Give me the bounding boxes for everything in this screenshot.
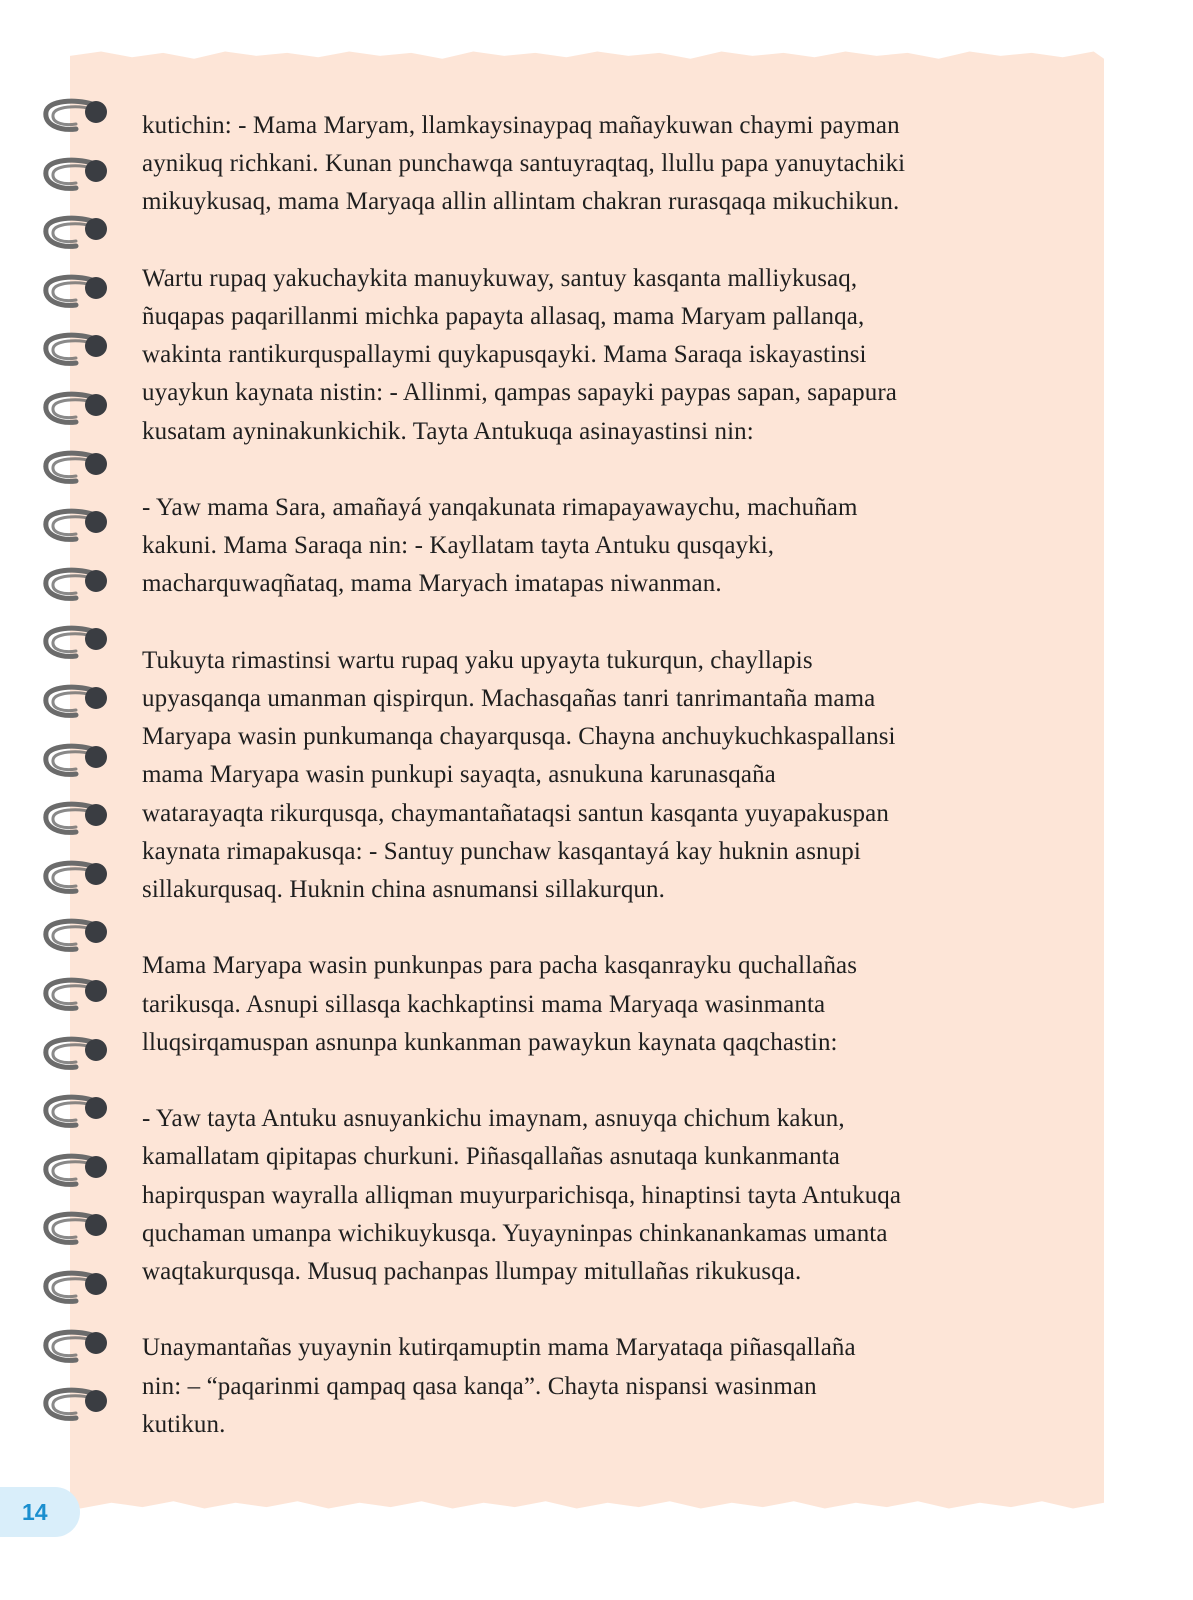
spiral-ring <box>36 857 116 903</box>
spiral-ring <box>36 564 116 610</box>
spiral-ring <box>36 740 116 786</box>
spiral-ring <box>36 154 116 200</box>
paragraph-5: Mama Maryapa wasin punkunpas para pacha kasqanrayku quchallañas tarikusqa. Asnupi sillasqa kachkaptinsi mama Maryaqa wasinmanta lluqsirqamuspan asnunpa kunkanman pawaykun kaynata qaqchastin: <box>142 952 858 1056</box>
spiral-ring <box>36 1326 116 1372</box>
spiral-ring <box>36 447 116 493</box>
paragraph-7: Unaymantañas yuyaynin kutirqamuptin mama Maryataqa piñasqallaña nin: – “paqarinmi qampaq qasa kanqa”. Chayta nispansi wasinman kutikun. <box>142 1334 856 1438</box>
spiral-ring <box>36 1208 116 1254</box>
spiral-ring <box>36 1267 116 1313</box>
paragraph-1: kutichin: - Mama Maryam, llamkaysinaypaq mañaykuwan chaymi payman aynikuq richkani. Kunan punchawqa santuyraqtaq, llullu papa yanuytachiki mikuykusaq, mama Maryaqa allin allintam chakran rurasqaqa mikuchikun. <box>142 112 906 216</box>
spiral-binding <box>36 95 116 1455</box>
spiral-ring <box>36 212 116 258</box>
paragraph-2: Wartu rupaq yakuchaykita manuykuway, santuy kasqanta malliykusaq, ñuqapas paqarillanmi michka papayta allasaq, mama Maryam pallanqa, wakinta rantikurquspallaymi quykapusqayki. Mama Saraqa iskayastinsi uyaykun kaynata nistin: - Allinmi, qampas sapayki paypas sapan, sapapura kusatam ayninakunkichik. Tayta Antukuqa asinayastinsi nin: <box>142 264 897 445</box>
paragraph-6: - Yaw tayta Antuku asnuyankichu imaynam, asnuyqa chichum kakun, kamallatam qipitapas churkuni. Piñasqallañas asnutaqa kunkanmanta hapirquspan wayralla alliqman muyurparichisqa, hinaptinsi tayta Antukuqa quchaman umanpa wichikuykusqa. Yuyayninpas chinkanankamas umanta waqtakurqusqa. Musuq pachanpas llumpay mitullañas rikukusqa. <box>142 1105 902 1286</box>
paragraph-4: Tukuyta rimastinsi wartu rupaq yaku upyayta tukurqun, chayllapis upyasqanqa umanman qispirqun. Machasqañas tanri tanrimantaña mama Maryapa wasin punkumanqa chayarqusqa. Chayna anchuykuchkaspallansi mama Maryapa wasin punkupi sayaqta, asnukuna karunasqaña watarayaqta rikurqusqa, chaymantañataqsi santun kasqanta yuyapakuspan kaynata rimapakusqa: - Santuy punchaw kasqantayá kay huknin asnupi sillakurqusaq. Huknin china asnumansi sillakurqun. <box>142 646 896 904</box>
page-number: 14 <box>22 1499 48 1525</box>
spiral-ring <box>36 505 116 551</box>
spiral-ring <box>36 95 116 141</box>
spiral-ring <box>36 329 116 375</box>
page-number-tab <box>0 1487 80 1537</box>
spiral-ring <box>36 1150 116 1196</box>
spiral-ring <box>36 681 116 727</box>
spiral-ring <box>36 271 116 317</box>
spiral-ring <box>36 1091 116 1137</box>
spiral-ring <box>36 388 116 434</box>
spiral-ring <box>36 915 116 961</box>
spiral-ring <box>36 974 116 1020</box>
story-text <box>142 107 1072 1482</box>
paragraph-3: - Yaw mama Sara, amañayá yanqakunata rimapayawaychu, machuñam kakuni. Mama Saraqa nin: - Kayllatam tayta Antuku qusqayki, macharquwaqñataq, mama Maryach imatapas niwanman. <box>142 494 858 598</box>
spiral-ring <box>36 1384 116 1430</box>
spiral-ring <box>36 1033 116 1079</box>
spiral-ring <box>36 622 116 668</box>
spiral-ring <box>36 798 116 844</box>
